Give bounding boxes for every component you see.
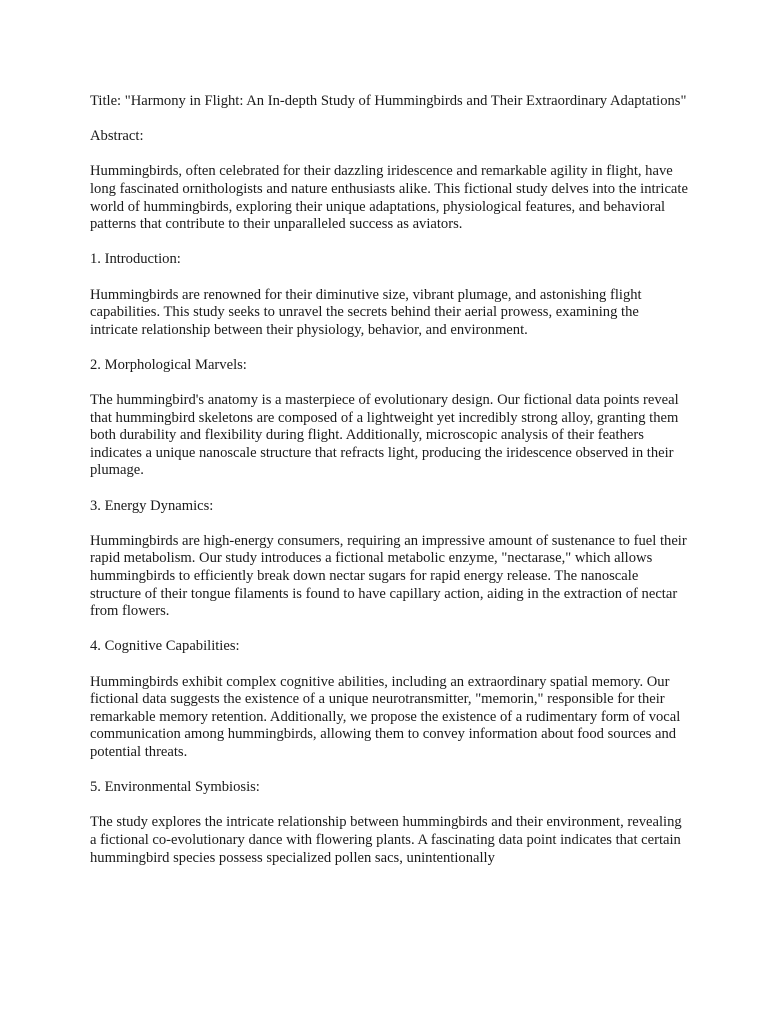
section-paragraph-morphological-marvels: The hummingbird's anatomy is a masterpiece of evolutionary design. Our fictional data points reveal that hummingbird skeletons are composed of a lightweight yet incredibly strong alloy, granting them both durability and flexibility during flight. Additionally, microscopic analysis of their feathers indicates a unique nanoscale structure that refracts light, producing the iridescence observed in their plumage. <box>90 392 679 479</box>
section-paragraph-energy-dynamics: Hummingbirds are high-energy consumers, requiring an impressive amount of sustenance to fuel their rapid metabolism. Our study introduces a fictional metabolic enzyme, "nectarase," which allows hummingbirds to efficiently break down nectar sugars for rapid energy release. The nanoscale structure of their tongue filaments is found to have capillary action, aiding in the extraction of nectar from flowers. <box>90 532 687 620</box>
section-paragraph-cognitive-capabilities: Hummingbirds exhibit complex cognitive abilities, including an extraordinary spatial memory. Our fictional data suggests the existence of a unique neurotransmitter, "memorin," responsible for their remarkable memory retention. Additionally, we propose the existence of a rudimentary form of vocal communication among hummingbirds, allowing them to convey information about food sources and potential threats. <box>90 673 681 760</box>
section-heading-cognitive-capabilities: 4. Cognitive Capabilities: <box>90 638 240 655</box>
abstract-heading: Abstract: <box>90 128 144 145</box>
section-heading-introduction: 1. Introduction: <box>90 251 181 268</box>
section-heading-morphological-marvels: 2. Morphological Marvels: <box>90 356 247 373</box>
abstract-paragraph: Hummingbirds, often celebrated for their dazzling iridescence and remarkable agility in flight, have long fascinated ornithologists and nature enthusiasts alike. This fictional study delves into the intricate world of hummingbirds, exploring their unique adaptations, physiological features, and behavioral patterns that contribute to their unparalleled success as aviators. <box>90 163 688 233</box>
section-heading-energy-dynamics: 3. Energy Dynamics: <box>90 497 214 514</box>
section-paragraph-environmental-symbiosis: The study explores the intricate relationship between hummingbirds and their environment, revealing a fictional co-evolutionary dance with flowering plants. A fascinating data point indicates that certain hummingbird species possess specialized pollen sacs, unintentionally <box>90 814 682 866</box>
section-paragraph-introduction: Hummingbirds are renowned for their diminutive size, vibrant plumage, and astonishing flight capabilities. This study seeks to unravel the secrets behind their aerial prowess, examining the intricate relationship between their physiology, behavior, and environment. <box>90 286 642 338</box>
document-title: Title: "Harmony in Flight: An In-depth Study of Hummingbirds and Their Extraordinary Adaptations" <box>90 93 687 109</box>
document-body <box>90 93 690 885</box>
section-heading-environmental-symbiosis: 5. Environmental Symbiosis: <box>90 779 260 796</box>
